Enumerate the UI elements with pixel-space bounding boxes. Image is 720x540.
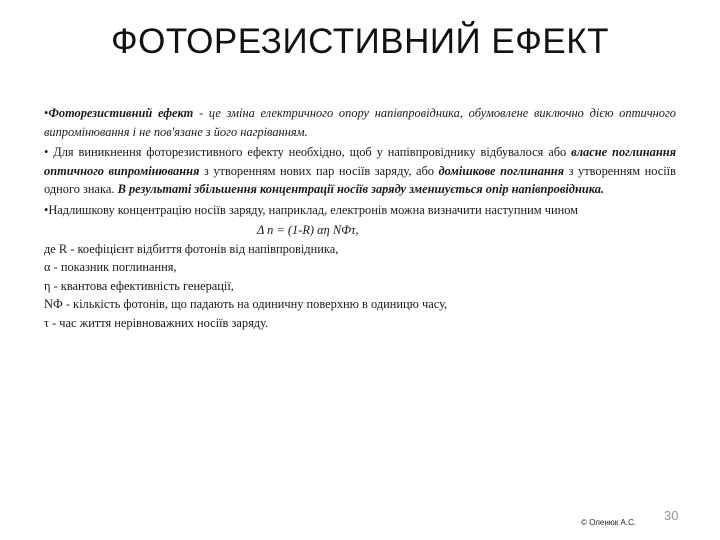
bullet-photoresistive-definition [44, 104, 676, 141]
bullet-excess-concentration [44, 201, 676, 220]
slide-body [44, 104, 676, 332]
term-photoresistive-effect: Фоторезистивний ефект [48, 106, 194, 120]
term-intrinsic-absorption: власне поглинання оптичного випромінювання [44, 145, 677, 178]
definition-text: - це зміна електричного опору напівпровідника, обумовлене виключно дією оптичного випромінювання і не пов'язане з його нагріванням. [44, 106, 676, 139]
term-impurity-absorption: домішкове поглинання [438, 163, 565, 178]
definition-NF: NФ - кількість фотонів, що падають на одиничну поверхню в одиницю часу, [44, 297, 448, 311]
conditions-text-2: з утворенням нових пар носіїв заряду, або [199, 163, 439, 178]
definition-tau: τ - час життя нерівноважних носіїв заряду. [44, 315, 269, 330]
formula: Δ n = (1-R) αη NФτ, [257, 223, 359, 237]
bullet-marker: • [44, 106, 49, 120]
page-number: 30 [664, 508, 679, 523]
conditions-text-1: Для виникнення фоторезистивного ефекту необхідно, щоб у напівпровіднику відбувалося або [53, 145, 572, 159]
excess-concentration-text: Надлишкову концентрацію носіїв заряду, наприклад, електронів можна визначити наступним чином [48, 202, 579, 217]
slide-title: ФОТОРЕЗИСТИВНИЙ ЕФЕКТ [111, 22, 609, 61]
definition-eta: η - квантова ефективність генерації, [44, 278, 234, 293]
definition-alpha: α - показник поглинання, [44, 260, 177, 274]
bullet-marker: • [44, 202, 49, 217]
conclusion-text: В результаті збільшення концентрації носіїв заряду зменшується опір напівпровідника. [117, 182, 604, 196]
bullet-conditions [44, 143, 676, 199]
conditions-text-3: з утворенням носіїв одного знака. [44, 163, 676, 196]
definition-R: де R - коефіцієнт відбиття фотонів від напівпровідника, [44, 241, 339, 256]
bullet-marker: • [44, 145, 49, 159]
footer-author: © Оленюк А.С. [581, 518, 637, 527]
